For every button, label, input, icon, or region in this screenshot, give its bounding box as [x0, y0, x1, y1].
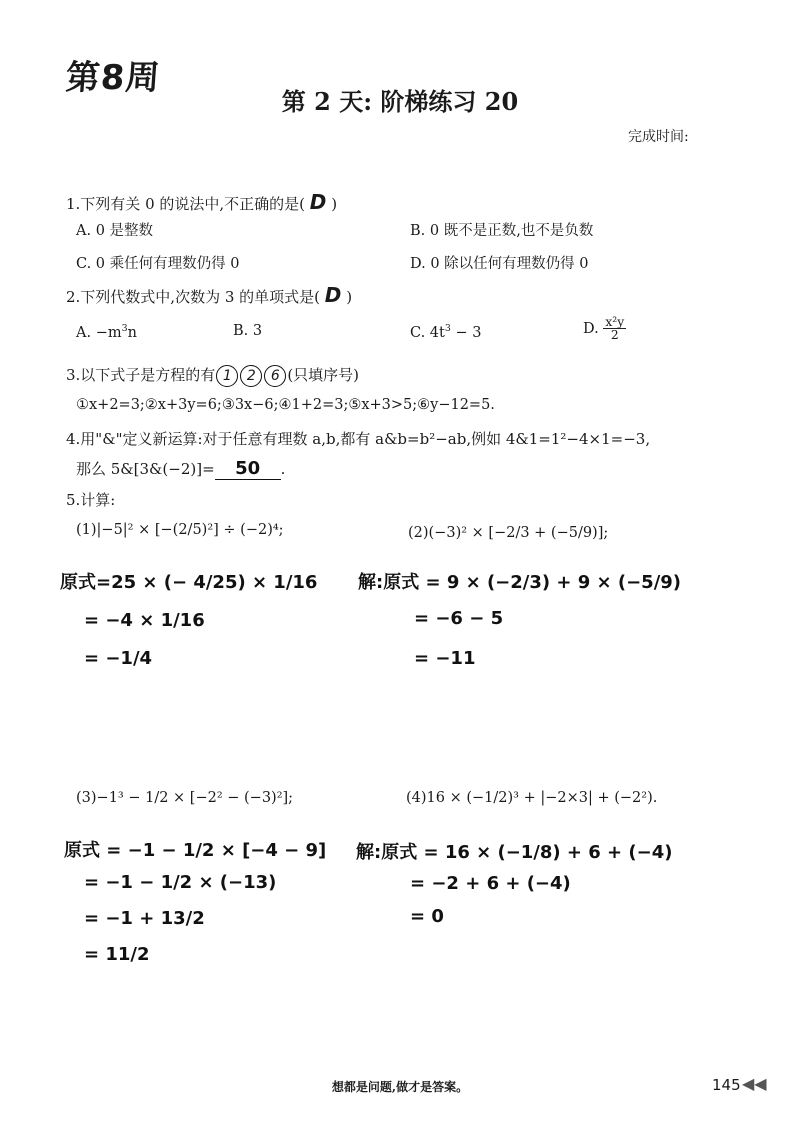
q3-note: (只填序号)	[287, 366, 360, 384]
page-number: 145	[712, 1076, 741, 1094]
q1-stem-text: 1.下列有关 0 的说法中,不正确的是(	[66, 195, 306, 213]
q2-option-a-suffix: n	[127, 324, 137, 341]
q5-solution-4-line-2: = −2 + 6 + (−4)	[410, 873, 571, 894]
q2-option-d	[583, 316, 626, 342]
q5-solution-4-line-1: 解:原式 = 16 × (−1/8) + 6 + (−4)	[356, 842, 673, 863]
q5-problem-3	[76, 790, 293, 806]
q2-stem-text: 2.下列代数式中,次数为 3 的单项式是(	[66, 288, 321, 306]
q1-option-b: B. 0 既不是正数,也不是负数	[410, 223, 594, 239]
completion-time-label: 完成时间:	[628, 129, 689, 145]
q5-solution-3-line-4: = 11/2	[84, 944, 150, 965]
q2-answer: D	[324, 283, 342, 307]
q2-option-c-suffix: − 3	[450, 324, 482, 341]
q5-solution-1-line-1: 原式=25 × (− 4/25) × 1/16	[60, 572, 318, 593]
q5-solution-1-line-3: = −1/4	[84, 648, 153, 669]
q1-option-c: C. 0 乘任何有理数仍得 0	[76, 256, 240, 272]
q2-option-c-prefix: C. 4t	[410, 324, 445, 341]
q5-solution-4-line-3: = 0	[410, 906, 444, 927]
q2-option-d-den: 2	[610, 328, 619, 343]
q5-solution-3-line-3: = −1 + 13/2	[84, 908, 205, 929]
q3-answer-3: 6	[264, 365, 286, 387]
q3-answer-2: 2	[240, 365, 262, 387]
q5-solution-1-line-2: = −4 × 1/16	[84, 610, 205, 631]
q1-close: )	[331, 195, 338, 213]
q1-stem	[66, 190, 337, 214]
q5-stem: 5.计算:	[66, 491, 116, 509]
q5-problem-2	[408, 525, 608, 541]
week-label: 第8周	[64, 58, 162, 98]
q3-stem	[66, 364, 359, 387]
double-arrow-icon: ◀◀	[742, 1074, 767, 1093]
q5-solution-2-line-1: 解:原式 = 9 × (−2/3) + 9 × (−5/9)	[358, 572, 682, 593]
footer-motto: 想都是问题,做才是答案。	[331, 1080, 469, 1094]
q2-option-c-exp: 3	[444, 323, 451, 334]
q2-option-d-fraction	[603, 316, 626, 342]
q5-problem-1	[76, 522, 284, 538]
q4-answer: 50	[215, 458, 281, 480]
q2-option-d-num: x²y	[605, 315, 625, 329]
page-title: 第 2 天: 阶梯练习 20	[281, 87, 519, 116]
q5-solution-2-line-3: = −11	[414, 648, 476, 669]
q2-option-a-exp: 3	[121, 323, 128, 334]
q5-problem-2-text: (2)(−3)² × [−2/3 + (−5/9)];	[408, 525, 609, 541]
q2-option-a-prefix: A. −m	[76, 324, 122, 341]
q3-answer-1: 1	[216, 365, 238, 387]
q3-stem-text: 3.以下式子是方程的有	[66, 366, 216, 384]
q5-problem-4	[406, 790, 657, 806]
q5-solution-2-line-2: = −6 − 5	[414, 608, 504, 629]
q4-line2-suffix: .	[280, 460, 286, 478]
q4-line2-prefix: 那么 5&[3&(−2)]=	[76, 460, 215, 478]
q2-option-d-prefix: D.	[583, 320, 599, 337]
q3-items: ①x+2=3;②x+3y=6;③3x−6;④1+2=3;⑤x+3>5;⑥y−12=5.	[76, 397, 495, 413]
q1-option-d: D. 0 除以任何有理数仍得 0	[410, 256, 589, 272]
q2-stem	[66, 283, 352, 307]
q1-answer: D	[309, 190, 327, 214]
q2-option-a	[76, 323, 137, 341]
q4-line2	[76, 458, 285, 480]
q1-option-a: A. 0 是整数	[76, 223, 154, 239]
q5-problem-3-text: (3)−1³ − 1/2 × [−2² − (−3)²];	[76, 790, 294, 806]
q4-line1: 4.用"&"定义新运算:对于任意有理数 a,b,都有 a&b=b²−ab,例如 4&1=1²−4×1=−3,	[66, 430, 651, 448]
q5-problem-4-text: (4)16 × (−1/2)³ + |−2×3| + (−2²).	[406, 790, 658, 806]
q5-solution-3-line-2: = −1 − 1/2 × (−13)	[84, 872, 277, 893]
q2-option-b: B. 3	[233, 323, 263, 339]
q2-close: )	[346, 288, 353, 306]
q2-option-c	[410, 323, 481, 341]
q5-problem-1-text: (1)|−5|² × [−(2/5)²] ÷ (−2)⁴;	[76, 522, 284, 538]
q5-solution-3-line-1: 原式 = −1 − 1/2 × [−4 − 9]	[64, 840, 327, 861]
